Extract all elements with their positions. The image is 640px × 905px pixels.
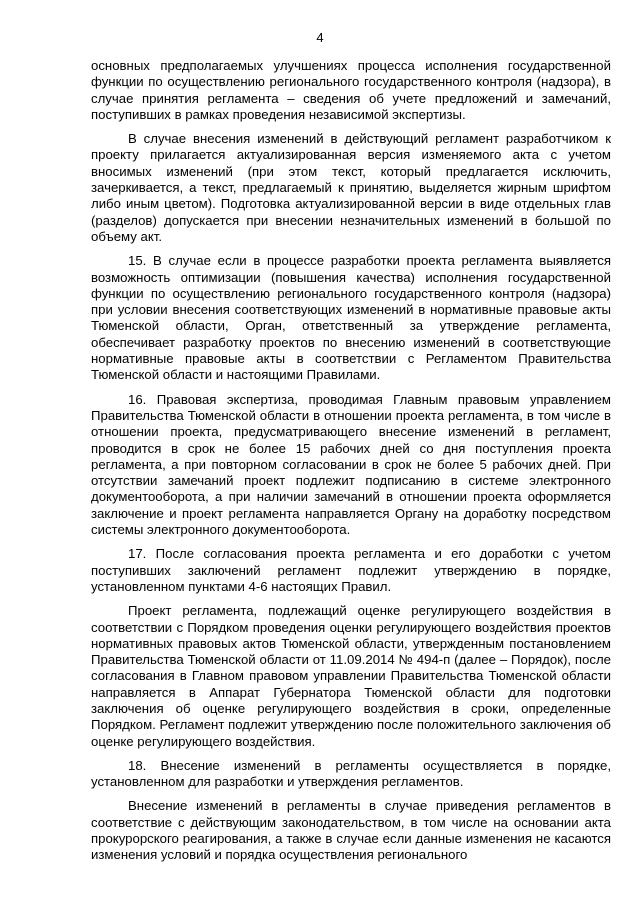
paragraph-continuation: основных предполагаемых улучшениях процесса исполнения государственной функции по осуществлению регионального государственного контроля (надзора), в случае принятия регламента – сведения об учете предложений и замечаний, поступивших в рамках проведения независимой экспертизы.: [91, 58, 611, 122]
paragraph-item-16: 16. Правовая экспертиза, проводимая Главным правовым управлением Правительства Тюменской области в отношении проекта регламента, в том числе в отношении проекта, предусматривающего внесение изменений в регламент, проводится в срок не более 15 рабочих дней со дня поступления проекта регламента, а при повторном согласовании в срок не более 5 рабочих дней. При отсутствии замечаний проект подлежит подписанию в системе электронного документооборота, а при наличии замечаний в отношении проекта оформляется заключение и проект регламента направляется Органу на доработку посредством системы электронного документооборота.: [91, 391, 611, 538]
paragraph-amendment-version: В случае внесения изменений в действующий регламент разработчиком к проекту прилагается актуализированная версия изменяемого акта с учетом вносимых изменений (при этом текст, который предлагается исключить, зачеркивается, а текст, предлагаемый к принятию, выделяется жирным шрифтом либо иным цветом). Подготовка актуализированной версии в виде отдельных глав (разделов) допускается при внесении незначительных изменений в большой по объему акт.: [91, 131, 611, 244]
paragraph-item-18: 18. Внесение изменений в регламенты осуществляется в порядке, установленном для разработки и утверждения регламентов.: [91, 757, 611, 790]
paragraph-item-15: 15. В случае если в процессе разработки проекта регламента выявляется возможность оптимизации (повышения качества) исполнения государственной функции по осуществлению регионального государственного контроля (надзора) при условии внесения соответствующих изменений в нормативные правовые акты Тюменской области, Орган, ответственный за утверждение регламента, обеспечивает разработку проектов по внесению изменений в соответствующие нормативные правовые акты в соответствии с Регламентом Правительства Тюменской области и настоящими Правилами.: [91, 253, 611, 383]
paragraph-amendments-law: Внесение изменений в регламенты в случае приведения регламентов в соответствие с действующим законодательством, в том числе на основании акта прокурорского реагирования, а также в случае если данные изменения не касаются изменения условий и порядка осуществления регионального: [91, 798, 611, 863]
document-body: [91, 58, 611, 872]
paragraph-item-17: 17. После согласования проекта регламента и его доработки с учетом поступивших заключений регламент подлежит утверждению в порядке, установленном пунктами 4-6 настоящих Правил.: [91, 546, 611, 594]
paragraph-regulatory-impact: Проект регламента, подлежащий оценке регулирующего воздействия в соответствии с Порядком проведения оценки регулирующего воздействия проектов нормативных правовых актов Тюменской области, утвержденным постановлением Правительства Тюменской области от 11.09.2014 № 494-п (далее – Порядок), после согласования в Главном правовом управлении Правительства Тюменской области направляется в Аппарат Губернатора Тюменской области для подготовки заключения об оценке регулирующего воздействия в сроки, определенные Порядком. Регламент подлежит утверждению после положительного заключения об оценке регулирующего воздействия.: [91, 603, 611, 749]
page-number: 4: [316, 30, 324, 45]
